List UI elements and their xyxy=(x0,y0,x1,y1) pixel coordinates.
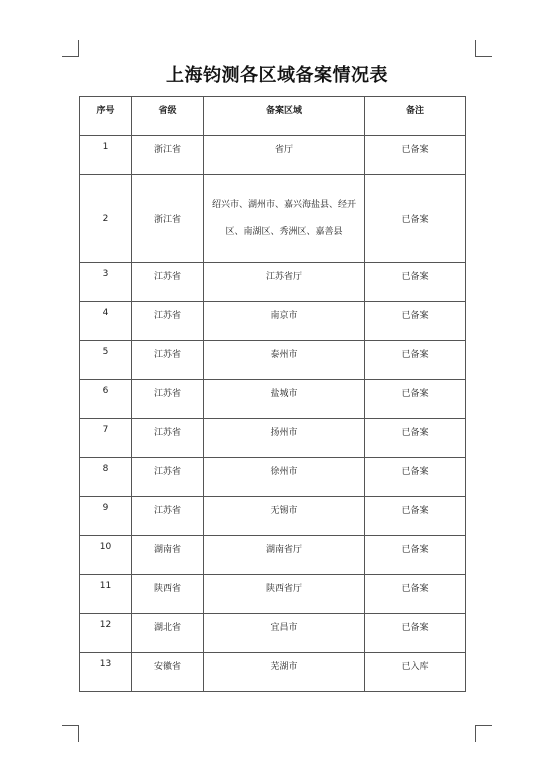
cell-no: 9 xyxy=(80,497,132,536)
cell-region: 陕西省厅 xyxy=(204,575,365,614)
cell-remark: 已备案 xyxy=(365,614,466,653)
table-row xyxy=(80,497,466,536)
cell-region: 芜湖市 xyxy=(204,653,365,692)
header-remark: 备注 xyxy=(365,97,466,136)
cell-region: 扬州市 xyxy=(204,419,365,458)
cell-no: 12 xyxy=(80,614,132,653)
table-row xyxy=(80,380,466,419)
cell-province: 江苏省 xyxy=(132,458,204,497)
cell-region: 省厅 xyxy=(204,136,365,175)
cell-region: 湖南省厅 xyxy=(204,536,365,575)
table-row xyxy=(80,614,466,653)
cell-province: 浙江省 xyxy=(132,136,204,175)
cell-no: 11 xyxy=(80,575,132,614)
cell-province: 江苏省 xyxy=(132,497,204,536)
header-region: 备案区域 xyxy=(204,97,365,136)
table-row xyxy=(80,341,466,380)
table-row xyxy=(80,175,466,263)
cell-no: 10 xyxy=(80,536,132,575)
header-province: 省级 xyxy=(132,97,204,136)
cell-province: 湖南省 xyxy=(132,536,204,575)
cell-region: 绍兴市、湖州市、嘉兴海盐县、经开区、南湖区、秀洲区、嘉善县 xyxy=(204,175,365,263)
table-row xyxy=(80,302,466,341)
cell-remark: 已备案 xyxy=(365,341,466,380)
cell-remark: 已备案 xyxy=(365,458,466,497)
cell-region: 南京市 xyxy=(204,302,365,341)
table-row xyxy=(80,136,466,175)
cell-no: 3 xyxy=(80,263,132,302)
cell-remark: 已备案 xyxy=(365,536,466,575)
cell-remark: 已备案 xyxy=(365,136,466,175)
table-row xyxy=(80,536,466,575)
crop-mark-top-left xyxy=(62,40,79,57)
crop-mark-bottom-right xyxy=(475,725,492,742)
cell-no: 8 xyxy=(80,458,132,497)
cell-province: 江苏省 xyxy=(132,302,204,341)
cell-no: 7 xyxy=(80,419,132,458)
cell-province: 江苏省 xyxy=(132,419,204,458)
cell-province: 江苏省 xyxy=(132,263,204,302)
crop-mark-bottom-left xyxy=(62,725,79,742)
cell-remark: 已备案 xyxy=(365,419,466,458)
cell-province: 江苏省 xyxy=(132,341,204,380)
crop-mark-top-right xyxy=(475,40,492,57)
cell-province: 湖北省 xyxy=(132,614,204,653)
table-row xyxy=(80,419,466,458)
cell-region: 泰州市 xyxy=(204,341,365,380)
cell-no: 2 xyxy=(80,175,132,263)
cell-no: 6 xyxy=(80,380,132,419)
cell-province: 陕西省 xyxy=(132,575,204,614)
cell-no: 5 xyxy=(80,341,132,380)
cell-remark: 已备案 xyxy=(365,263,466,302)
cell-remark: 已备案 xyxy=(365,575,466,614)
cell-region: 盐城市 xyxy=(204,380,365,419)
cell-remark: 已备案 xyxy=(365,380,466,419)
cell-province: 浙江省 xyxy=(132,175,204,263)
cell-no: 1 xyxy=(80,136,132,175)
cell-remark: 已入库 xyxy=(365,653,466,692)
cell-remark: 已备案 xyxy=(365,175,466,263)
table-row xyxy=(80,263,466,302)
table-row xyxy=(80,575,466,614)
cell-remark: 已备案 xyxy=(365,302,466,341)
cell-province: 安徽省 xyxy=(132,653,204,692)
cell-region: 徐州市 xyxy=(204,458,365,497)
cell-region: 宜昌市 xyxy=(204,614,365,653)
page-title: 上海钧测各区域备案情况表 xyxy=(166,65,388,86)
header-no: 序号 xyxy=(80,97,132,136)
cell-no: 13 xyxy=(80,653,132,692)
cell-region: 无锡市 xyxy=(204,497,365,536)
table-row xyxy=(80,653,466,692)
table-header-row xyxy=(80,97,466,136)
cell-no: 4 xyxy=(80,302,132,341)
cell-remark: 已备案 xyxy=(365,497,466,536)
filing-status-table xyxy=(79,96,466,692)
cell-region: 江苏省厅 xyxy=(204,263,365,302)
table-row xyxy=(80,458,466,497)
cell-province: 江苏省 xyxy=(132,380,204,419)
